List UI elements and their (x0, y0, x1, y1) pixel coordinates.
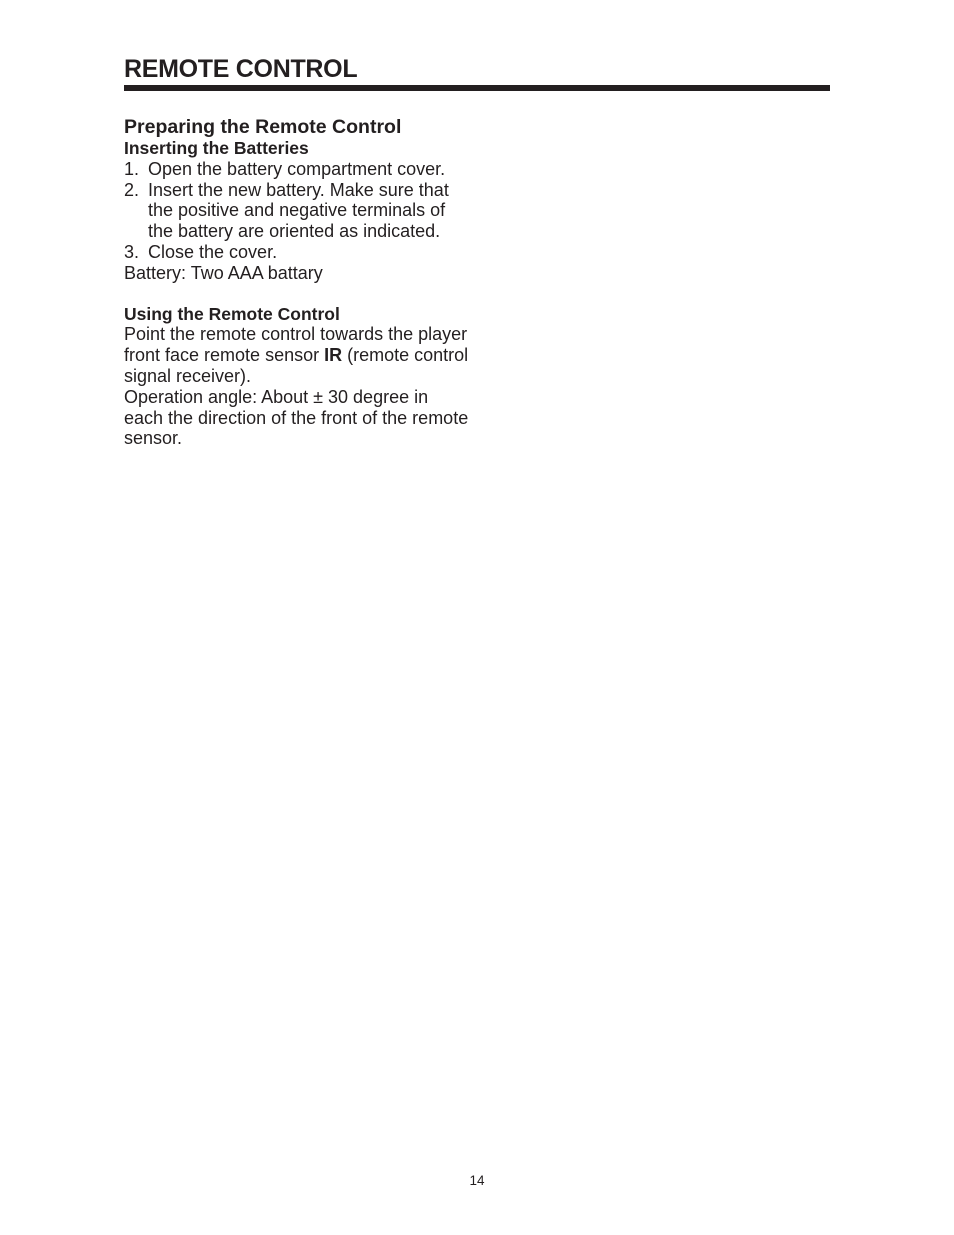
usage-text-prefix: Point the remote control towards the player front face remote sensor (124, 324, 468, 366)
usage-text-suffix: (remote control signal receiver). (124, 345, 469, 386)
section-spacer (124, 284, 469, 304)
subheading-using-remote: Using the Remote Control (124, 303, 340, 324)
step-number: 3. (124, 241, 140, 262)
step-number: 2. (124, 179, 140, 200)
subheading-inserting-batteries: Inserting the Batteries (124, 138, 309, 158)
ir-sensor-label: IR (324, 345, 343, 366)
step-text: Open the battery compartment cover. (148, 158, 446, 179)
page-title: REMOTE CONTROL (124, 55, 358, 83)
page-number: 14 (469, 1173, 485, 1188)
list-item (124, 180, 469, 242)
step-number: 1. (124, 158, 140, 179)
operation-angle-paragraph: Operation angle: About ± 30 degree in each the direction of the front of the remote sensor. (124, 386, 469, 449)
battery-steps-list (124, 159, 469, 263)
title-divider (124, 85, 830, 91)
step-text: Close the cover. (148, 241, 278, 262)
battery-type-note: Battery: Two AAA battary (124, 262, 323, 283)
list-item (124, 242, 469, 263)
step-text: Insert the new battery. Make sure that the positive and negative terminals of the battery are oriented as indicated. (148, 179, 449, 242)
list-item (124, 159, 469, 180)
usage-paragraph (124, 324, 469, 386)
section-title-preparing: Preparing the Remote Control (124, 116, 402, 138)
main-content (124, 116, 469, 449)
